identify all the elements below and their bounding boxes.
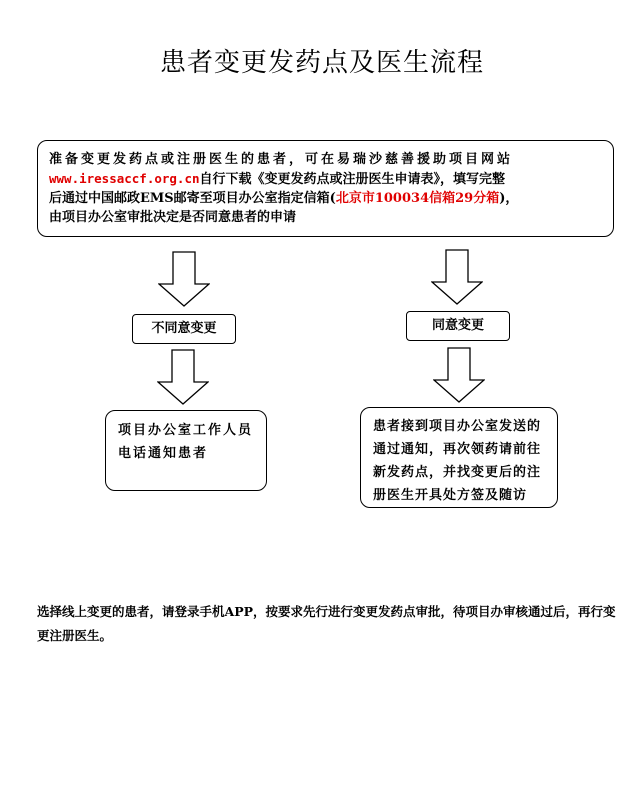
mailbox-address: 北京市100034信箱29分箱 xyxy=(335,191,500,206)
agree-change-label: 同意变更 xyxy=(406,311,510,341)
intro-line-3-start: 后通过中国邮政EMS邮寄至项目办公室指定信箱( xyxy=(49,191,336,206)
arrow-down-icon xyxy=(433,347,485,403)
page-title: 患者变更发药点及医生流程 xyxy=(159,48,484,78)
arrow-down-icon xyxy=(157,349,209,405)
intro-box xyxy=(37,140,614,237)
arrow-down-icon xyxy=(158,251,210,307)
deny-change-label: 不同意变更 xyxy=(132,314,236,344)
arrow-down-icon xyxy=(431,249,483,305)
online-change-note: 选择线上变更的患者，请登录手机APP，按要求先行进行变更发药点审批，待项目办审核通过后，再行变更注册医生。 xyxy=(37,604,616,643)
intro-line-3-end: )， xyxy=(499,191,519,206)
agree-result-box xyxy=(360,407,558,508)
intro-line-2 xyxy=(49,169,603,189)
intro-line-1: 准备变更发药点或注册医生的患者，可在易瑞沙慈善援助项目网站 xyxy=(49,152,514,167)
intro-line-2-rest: 自行下载《变更发药点或注册医生申请表》，填写完整 xyxy=(199,172,506,187)
website-link[interactable]: www.iressaccf.org.cn xyxy=(49,171,200,186)
deny-result-box xyxy=(105,410,267,491)
deny-result-text: 项目办公室工作人员 电话通知患者 xyxy=(118,423,254,461)
intro-line-4: 由项目办公室审批决定是否同意患者的申请 xyxy=(49,210,297,225)
intro-line-3 xyxy=(49,189,603,208)
agree-result-text: 患者接到项目办公室发送的 通过通知，再次领药请前往 新发药点，并找变更后的注 册医生开具处方签及随访 xyxy=(373,419,542,503)
